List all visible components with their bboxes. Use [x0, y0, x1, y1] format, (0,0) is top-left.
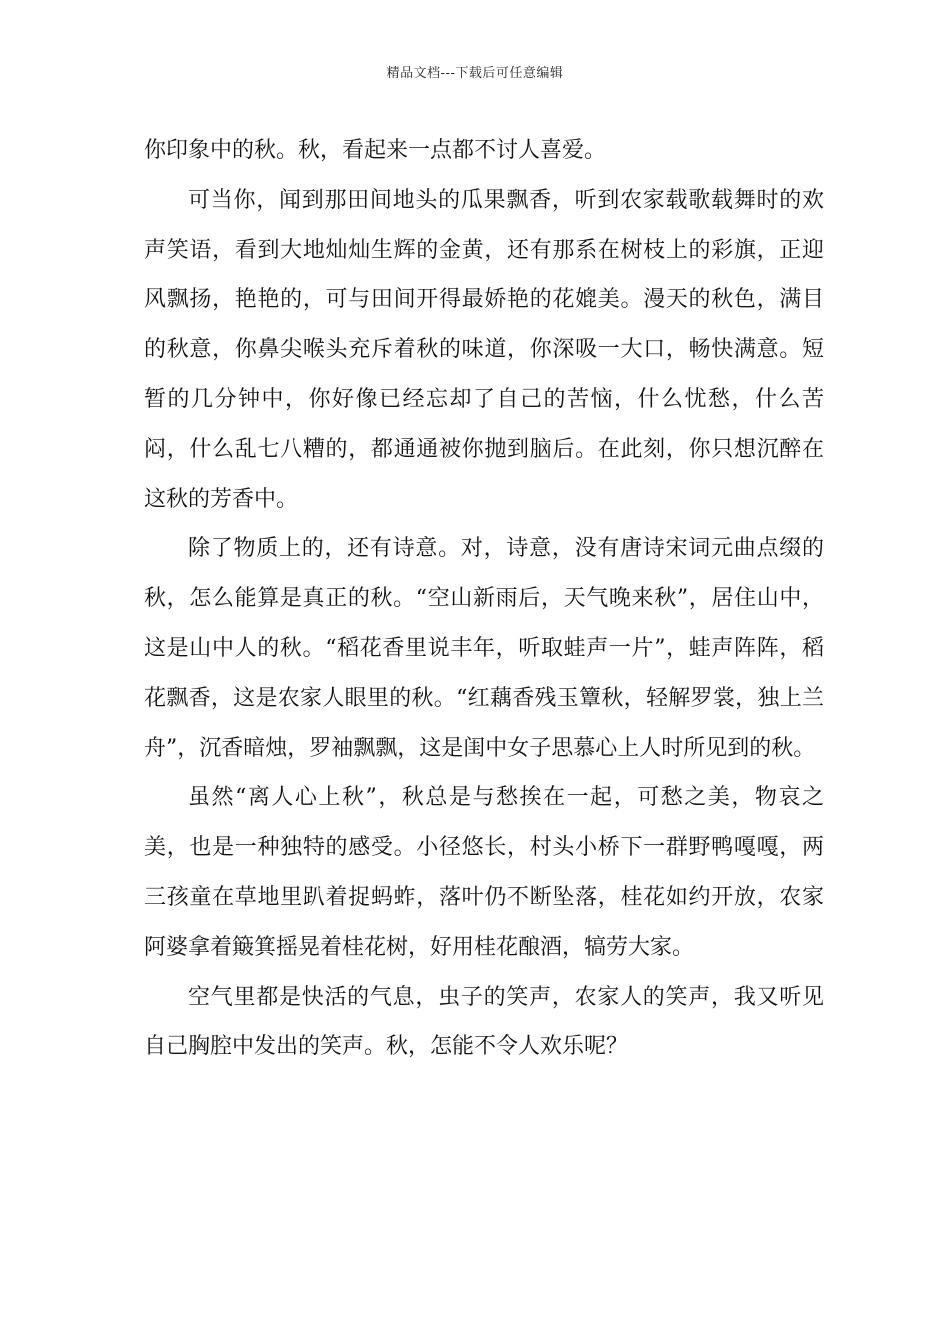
paragraph-3: 除了物质上的，还有诗意。对，诗意，没有唐诗宋词元曲点缀的秋，怎么能算是真正的秋。“空山新雨后，天气晚来秋”，居住山中，这是山中人的秋。“稻花香里说丰年，听取蛙声一片”，蛙声阵阵，稻花飘香，这是农家人眼里的秋。“红藕香残玉簟秋，轻解罗裳，独上兰舟”，沉香暗烛，罗袖飘飘，这是闺中女子思慕心上人时所见到的秋。 — [144, 536, 824, 761]
document-body — [144, 126, 824, 1072]
paragraph-5: 空气里都是快活的气息，虫子的笑声，农家人的笑声，我又听见自己胸腔中发出的笑声。秋，怎能不令人欢乐呢？ — [144, 984, 824, 1060]
paragraph-1: 你印象中的秋。秋，看起来一点都不讨人喜爱。 — [144, 138, 607, 163]
paragraph-4: 虽然“离人心上秋”，秋总是与愁挨在一起，可愁之美，物哀之美，也是一种独特的感受。小径悠长，村头小桥下一群野鸭嘎嘎，两三孩童在草地里趴着捉蚂蚱，落叶仍不断坠落，桂花如约开放，农家阿婆拿着簸箕摇晃着桂花树，好用桂花酿酒，犒劳大家。 — [144, 785, 824, 960]
page-header: 精品文档---下载后可任意编辑 — [386, 66, 564, 81]
paragraph-2: 可当你，闻到那田间地头的瓜果飘香，听到农家载歌载舞时的欢声笑语，看到大地灿灿生辉的金黄，还有那系在树枝上的彩旗，正迎风飘扬，艳艳的，可与田间开得最娇艳的花媲美。漫天的秋色，满目的秋意，你鼻尖喉头充斥着秋的味道，你深吸一大口，畅快满意。短暂的几分钟中，你好像已经忘却了自己的苦恼，什么忧愁，什么苦闷，什么乱七八糟的，都通通被你抛到脑后。在此刻，你只想沉醉在这秋的芳香中。 — [144, 187, 824, 512]
